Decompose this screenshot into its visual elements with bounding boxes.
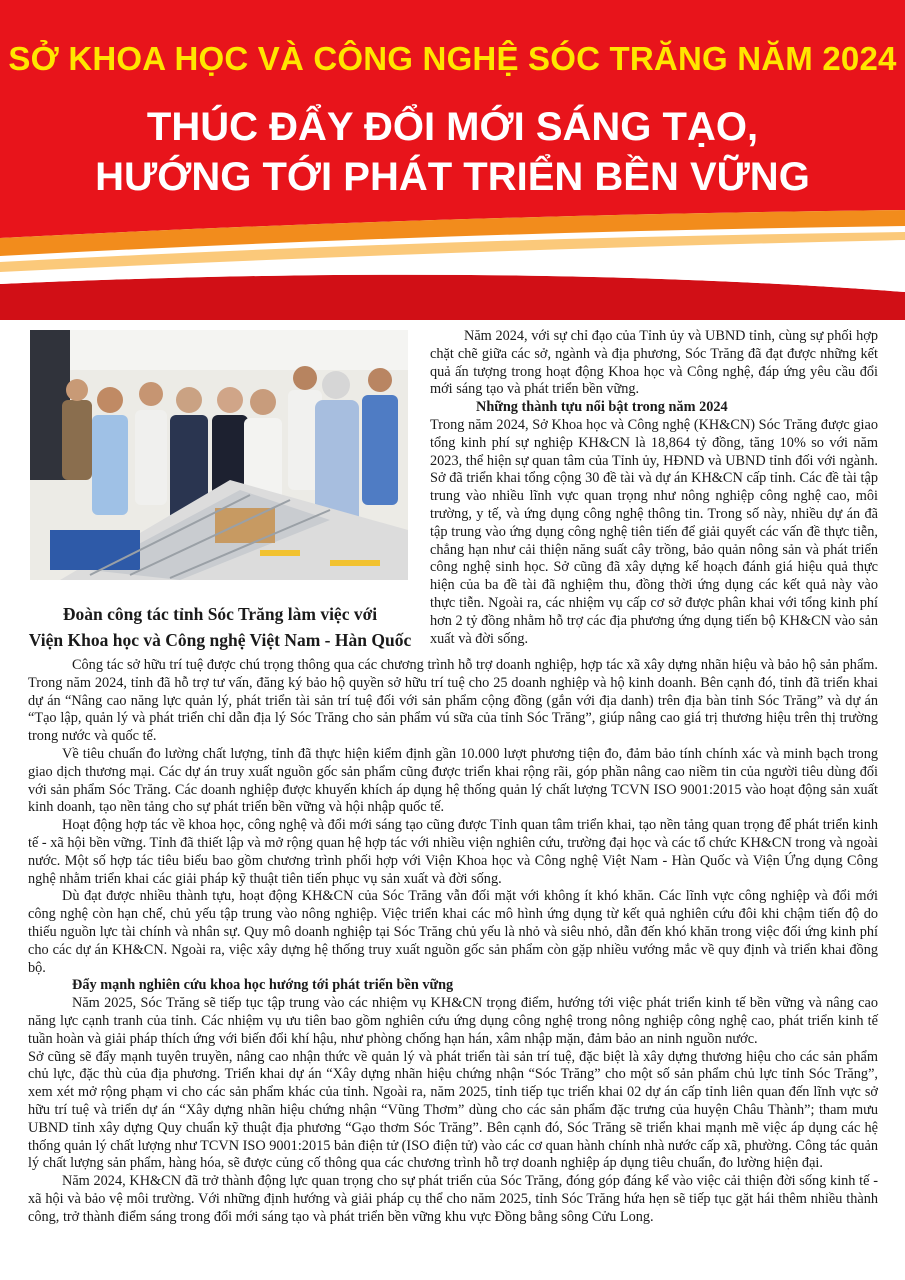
photo-illustration — [30, 330, 408, 580]
paragraph-challenges: Dù đạt được nhiều thành tựu, hoạt động KH&CN của Sóc Trăng vẫn đối mặt với không ít khó khăn. Các lĩnh vực công nghiệp và đổi mới công nghệ còn hạn chế, chủ yếu tập trung vào nông nghiệp. Việc triển khai các mô hình ứng dụng từ kết quả nghiên cứu đôi khi chậm tiến độ do thiếu nguồn lực tài chính và nhân sự. Quy mô doanh nghiệp tại Sóc Trăng chủ yếu là nhỏ và siêu nhỏ, dẫn đến khó khăn trong việc đối ứng kinh phí cho các dự án KH&CN. Ngoài ra, việc xây dựng hệ thống truy xuất nguồn gốc sản phẩm còn gặp nhiều vướng mắc về quy định và triển khai đồng bộ. — [28, 888, 878, 976]
paragraph-budget-projects: Trong năm 2024, Sở Khoa học và Công nghệ (KH&CN) Sóc Trăng được giao tổng kinh phí sự nghiệp KH&CN là 18,864 tỷ đồng, tăng 10% so với năm 2023, thể hiện sự quan tâm của Tỉnh ủy, HĐND và UBND tỉnh đối với ngành. Sở đã triển khai tổng cộng 30 đề tài và dự án KH&CN cấp tỉnh. Các đề tài tập trung vào nhiều lĩnh vực quan trọng như nông nghiệp công nghệ cao, môi trường, y tế, và ứng dụng công nghệ thông tin. Trong số này, nhiều dự án đã tập trung vào ứng dụng công nghệ tiên tiến để giải quyết các vấn đề thực tiễn, chẳng hạn như cải thiện năng suất cây trồng, bảo quản nông sản và phát triển công nghệ sinh học. Sở cũng đã xây dựng kế hoạch đánh giá hiệu quả thực hiện của ba đề tài đã nghiệm thu, đồng thời ứng dụng các kết quả này vào thực tiễn. Ngoài ra, các nhiệm vụ cấp cơ sở được phân khai với tổng kinh phí hơn 2 tỷ đồng nhằm hỗ trợ các địa phương ứng dụng tiến bộ KH&CN vào sản xuất và đời sống. — [430, 416, 878, 647]
article-column-right — [430, 328, 878, 648]
organization-title: SỞ KHOA HỌC VÀ CÔNG NGHỆ SÓC TRĂNG NĂM 2024 — [8, 40, 897, 77]
paragraph-branding: Sở cũng sẽ đẩy mạnh tuyên truyền, nâng cao nhận thức về quản lý và phát triển tài sản trí tuệ, đặc biệt là xây dựng thương hiệu cho các sản phẩm chủ lực, đặc thù của địa phương. Triển khai dự án “Xây dựng nhãn hiệu chứng nhận “Sóc Trăng” cho một số sản phẩm chủ lực tỉnh Sóc Trăng”, xem xét mở rộng phạm vi cho các sản phẩm khác của tỉnh. Ngoài ra, năm 2025, tỉnh tiếp tục triển khai 02 dự án cấp tỉnh liên quan đến lĩnh vực sở hữu trí tuệ và triển dự án “Xây dựng nhãn hiệu chứng nhận “Vũng Thơm” dùng cho các sản phẩm đặc trưng của huyện Châu Thành”; tham mưu UBND tỉnh xây dựng Quy chuẩn kỹ thuật địa phương “Gạo thơm Sóc Trăng”. Bên cạnh đó, Sóc Trăng sẽ triển khai mạnh mẽ việc áp dụng các hệ thống quản lý chất lượng như TCVN ISO 9001:2015 bản điện tử (ISO điện tử) vào các cơ quan hành chính nhà nước cấp xã, phường. Công tác quản lý chất lượng sản phẩm, hàng hóa, sẽ được củng cố thông qua các chương trình hỗ trợ doanh nghiệp áp dụng tiêu chuẩn, đo lường hiện đại. — [28, 1048, 878, 1172]
header-banner — [0, 0, 905, 320]
section-heading-achievements: Những thành tựu nổi bật trong năm 2024 — [476, 399, 728, 416]
headline-line-2: HƯỚNG TỚI PHÁT TRIỂN BỀN VỮNG — [95, 155, 810, 199]
caption-line-2: Viện Khoa học và Công nghệ Việt Nam - Hàn Quốc — [28, 630, 412, 650]
intro-paragraph: Năm 2024, với sự chỉ đạo của Tỉnh ủy và UBND tỉnh, cùng sự phối hợp chặt chẽ giữa các sở, ngành và địa phương, Sóc Trăng đã đạt được những kết quả ấn tượng trong hoạt động Khoa học và Công nghệ, đáp ứng yêu cầu đổi mới sáng tạo và phát triển bền vững. — [430, 328, 878, 398]
paragraph-cooperation: Hoạt động hợp tác về khoa học, công nghệ và đổi mới sáng tạo cũng được Tỉnh quan tâm triển khai, tạo nền tảng quan trọng để phát triển kinh tế - xã hội bền vững. Tỉnh đã thiết lập và mở rộng quan hệ hợp tác với nhiều viện nghiên cứu, trường đại học và các tổ chức KH&CN trong và ngoài nước. Một số hợp tác tiêu biểu bao gồm chương trình phối hợp với Viện Khoa học và Công nghệ Việt Nam - Hàn Quốc và Viện Ứng dụng Công nghệ nhằm triển khai các giải pháp kỹ thuật tiên tiến phục vụ sản xuất và đời sống. — [28, 817, 878, 887]
photo-caption — [18, 601, 422, 653]
section-heading-research: Đẩy mạnh nghiên cứu khoa học hướng tới phát triển bền vững — [72, 977, 454, 994]
paragraph-intellectual-property: Công tác sở hữu trí tuệ được chú trọng thông qua các chương trình hỗ trợ doanh nghiệp, hợp tác xã xây dựng nhãn hiệu và bảo hộ sản phẩm. Trong năm 2024, tỉnh đã hỗ trợ tư vấn, đăng ký bảo hộ quyền sở hữu trí tuệ cho 25 doanh nghiệp và hộ kinh doanh. Bên cạnh đó, tỉnh đã triển khai dự án “Nâng cao năng lực quản lý, phát triển tài sản trí tuệ đối với sản phẩm cộng đồng (gắn với địa danh) trên địa bàn tỉnh Sóc Trăng” và dự án “Tạo lập, quản lý và phát triển chỉ dẫn địa lý Sóc Trăng cho sản phẩm vú sữa của tỉnh Sóc Trăng”, giúp nâng cao giá trị thương hiệu trên thị trường trong nước và quốc tế. — [28, 657, 878, 745]
delegation-photo — [30, 330, 408, 580]
article-body-full — [28, 657, 878, 1227]
caption-line-1: Đoàn công tác tỉnh Sóc Trăng làm việc với — [62, 604, 378, 624]
paragraph-quality-standards: Về tiêu chuẩn đo lường chất lượng, tỉnh đã thực hiện kiểm định gần 10.000 lượt phương tiện đo, đảm bảo tính chính xác và minh bạch trong giao dịch thương mại. Các dự án truy xuất nguồn gốc sản phẩm cũng được triển khai rộng rãi, góp phần nâng cao niềm tin của người tiêu dùng đối với sản phẩm Sóc Trăng. Các doanh nghiệp được khuyến khích áp dụng hệ thống quản lý chất lượng TCVN ISO 9001:2015 vào hoạt động sản xuất kinh doanh, tạo nền tảng cho sự phát triển bền vững và hội nhập quốc tế. — [28, 745, 878, 816]
paragraph-2025-tasks: Năm 2025, Sóc Trăng sẽ tiếp tục tập trung vào các nhiệm vụ KH&CN trọng điểm, hướng tới việc phát triển kinh tế bền vững và nâng cao năng lực cạnh tranh của tỉnh. Các nhiệm vụ ưu tiên bao gồm nghiên cứu ứng dụng công nghệ trong nông nghiệp công nghệ cao, phát triển kinh tế tuần hoàn và giải pháp thích ứng với biến đổi khí hậu, như phòng chống hạn hán, xâm nhập mặn, đảm bảo an ninh nguồn nước. — [28, 995, 878, 1047]
headline-line-1: THÚC ĐẨY ĐỔI MỚI SÁNG TẠO, — [146, 105, 759, 149]
paragraph-conclusion: Năm 2024, KH&CN đã trở thành động lực quan trọng cho sự phát triển của Sóc Trăng, đóng góp đáng kể vào việc cải thiện đời sống kinh tế - xã hội và bảo vệ môi trường. Với những định hướng và giải pháp cụ thể cho năm 2025, tỉnh Sóc Trăng hứa hẹn sẽ tiếp tục gặt hái thêm nhiều thành công, trở thành điểm sáng trong đổi mới sáng tạo và phát triển bền vững khu vực Đồng bằng sông Cửu Long. — [28, 1173, 878, 1225]
